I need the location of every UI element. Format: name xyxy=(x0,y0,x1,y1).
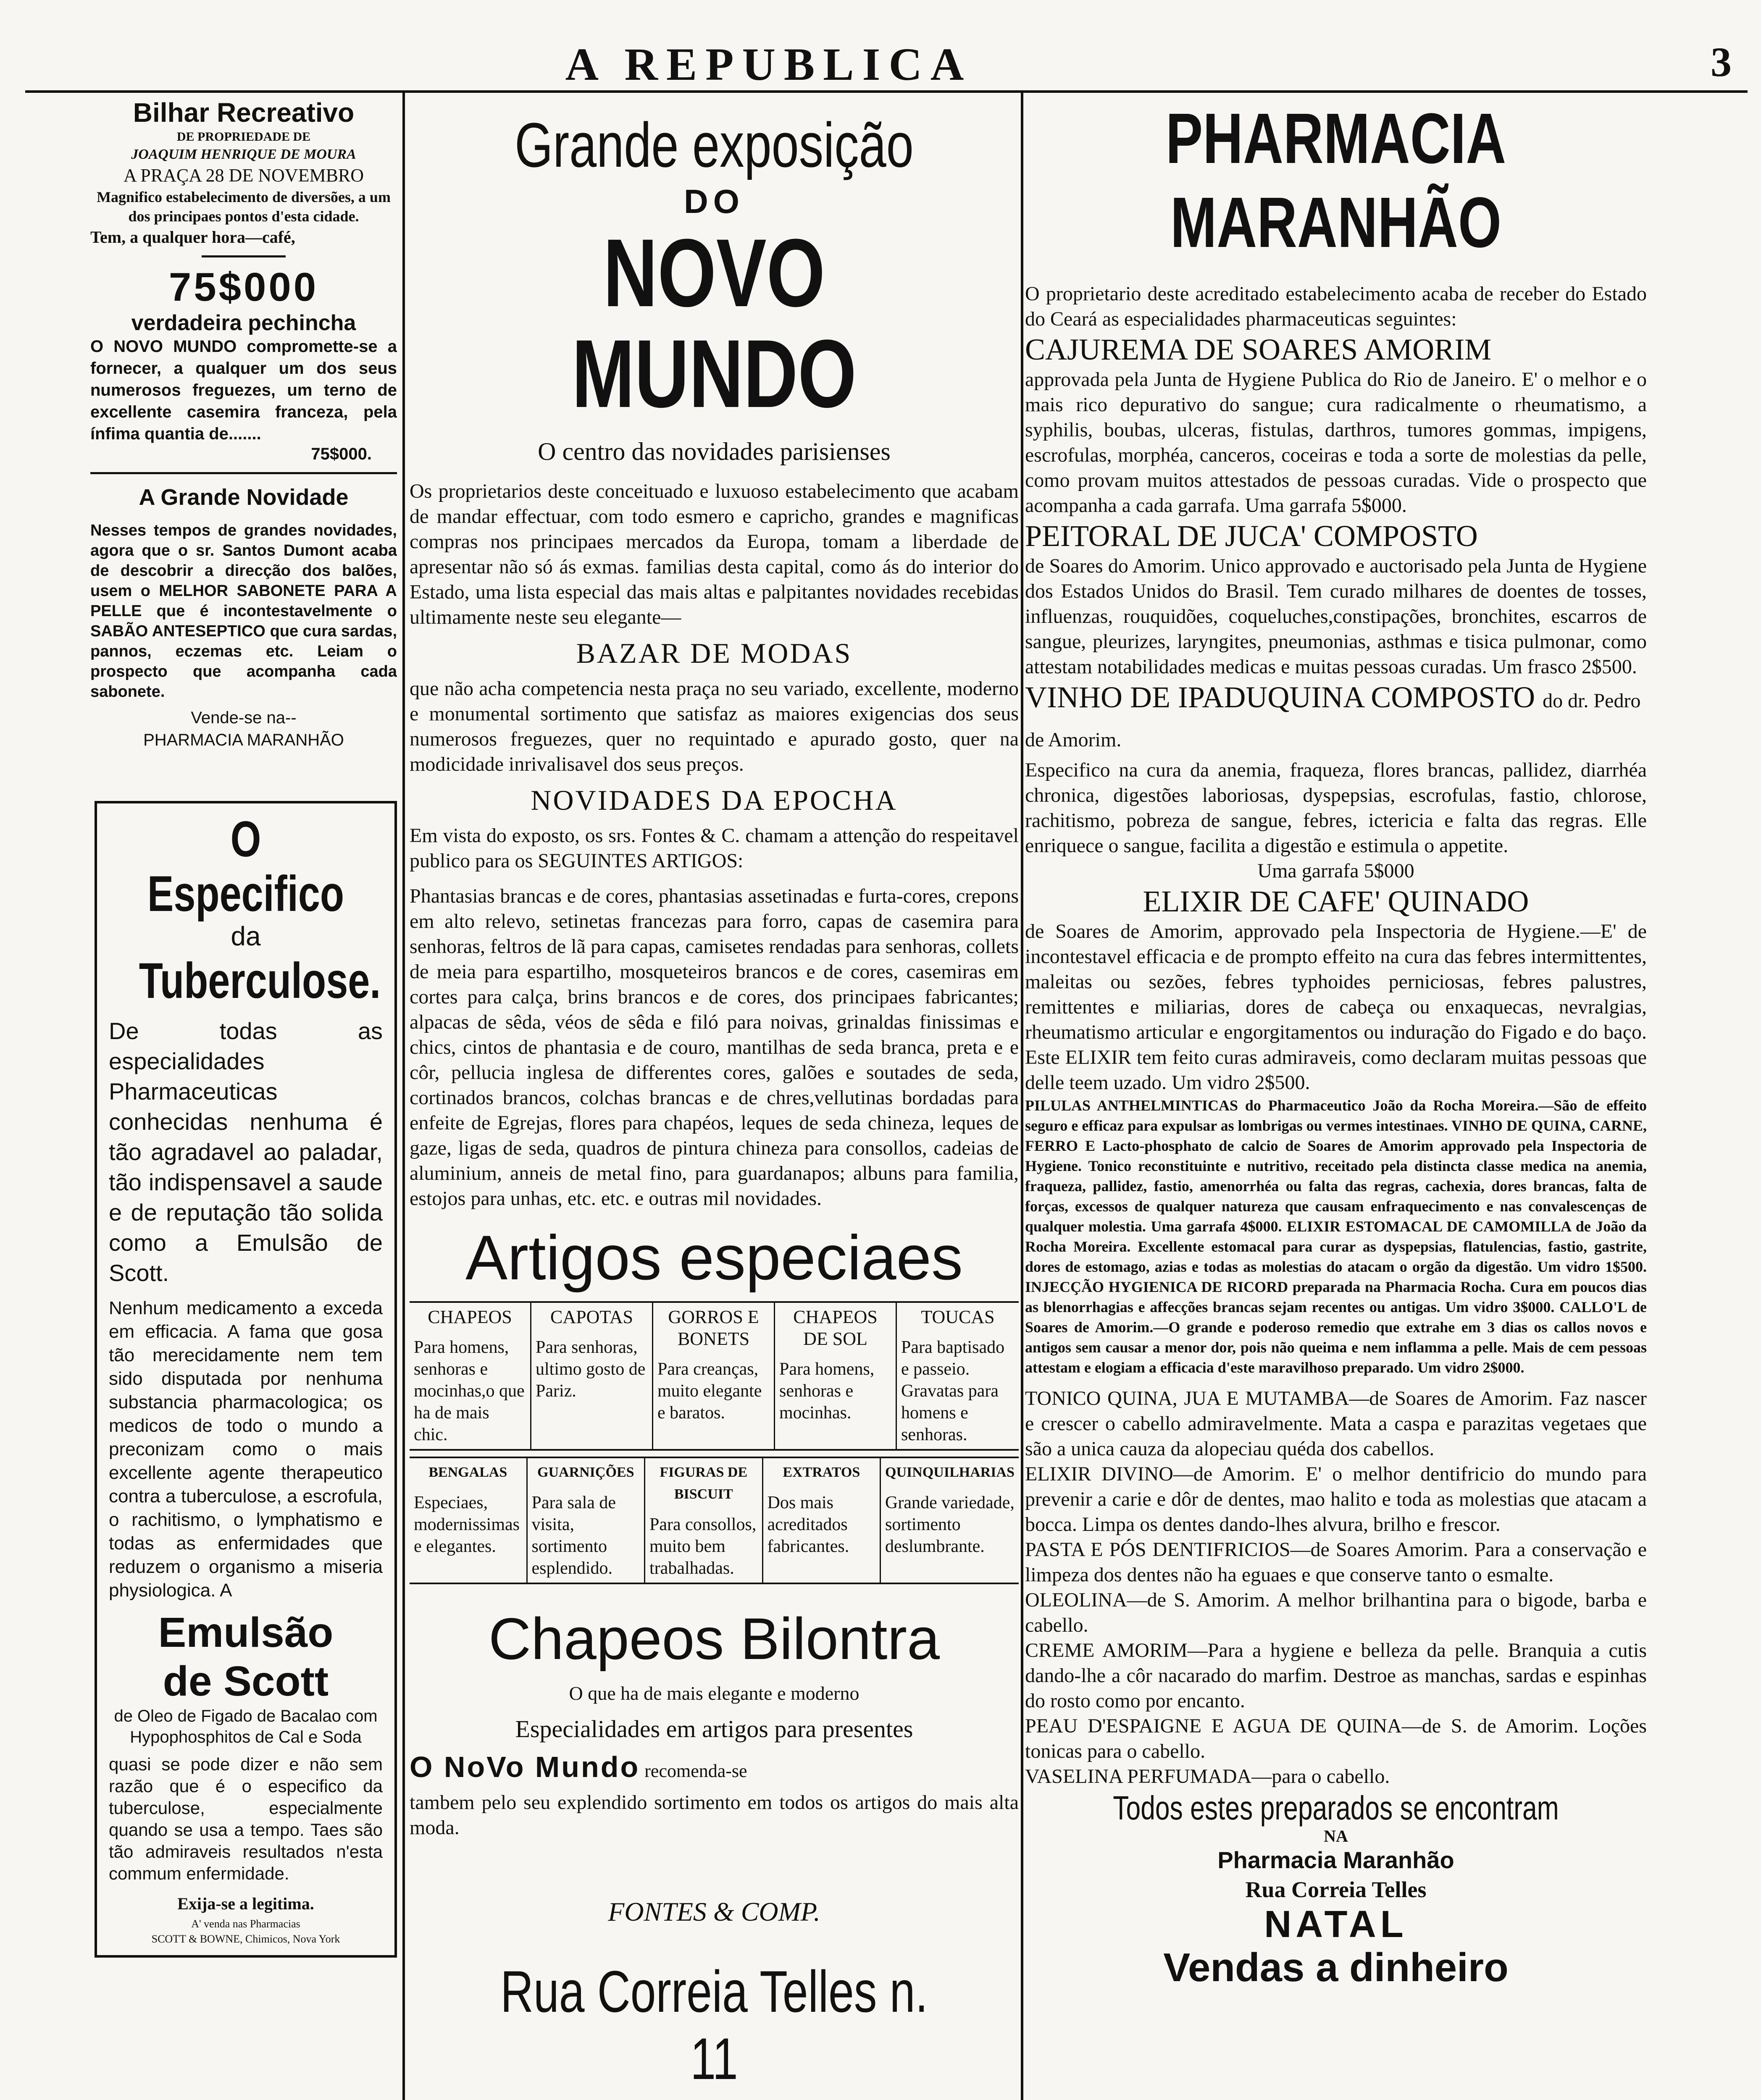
cell-text: Grande variedade, sortimento deslumbrante. xyxy=(885,1493,1015,1556)
novo-mundo-title: NOVO MUNDO xyxy=(572,219,857,428)
novidade-pharmacy: PHARMACIA MARANHÃO xyxy=(143,731,344,749)
table-cell xyxy=(528,1458,646,1583)
cell-text: Para creanças, muito elegante e baratos. xyxy=(657,1360,762,1423)
column-center xyxy=(410,97,1019,2092)
cell-text: Para sala de visita, sortimento esplendido. xyxy=(531,1493,616,1578)
cajurema-heading: CAJUREMA DE SOARES AMORIM xyxy=(1025,333,1492,366)
closing-natal: NATAL xyxy=(1264,1903,1408,1945)
table-cell xyxy=(897,1303,1019,1449)
oleolina-text: OLEOLINA—de S. Amorim. A melhor brilhantina para o bigode, barba e cabello. xyxy=(1025,1589,1647,1636)
cell-heading: CAPOTAS xyxy=(550,1307,633,1327)
column-rule xyxy=(402,92,405,2100)
divider xyxy=(90,472,397,474)
bazar-heading: BAZAR DE MODAS xyxy=(576,637,852,669)
especifico-body3: quasi se pode dizer e não sem razão que é o especifico da tuberculose, especialmente quando se usa a tempo. Taes são tão admiraveis resultados n'esta commum enfermidade. xyxy=(109,1754,383,1883)
cell-text: Para homens, senhoras e mocinhas. xyxy=(779,1360,875,1423)
vaselina-text: VASELINA PERFUMADA—para o cabello. xyxy=(1025,1765,1390,1788)
cajurema-text: approvada pela Junta de Hygiene Publica do Rio de Janeiro. E' o melhor e o mais rico depurativo do sangue; cura radicalmente o rheumatismo, a syphilis, boubas, ulceras, fistulas, darthros, tumores gommas, impigens, escrofulas, morphéa, canceros, coceiras e toda a sorte de molestias da pelle, como provam muitos attestados de pessoas curadas. Vide o prospecto que acompanha a cada garrafa. Uma garrafa 5$000. xyxy=(1025,368,1647,517)
cell-heading: FIGURAS DE BISCUIT xyxy=(660,1465,748,1502)
recomenda-se: recomenda-se xyxy=(644,1761,747,1781)
signature: FONTES & COMP. xyxy=(608,1897,820,1927)
table-cell xyxy=(653,1303,775,1449)
cell-heading: CHAPEOS xyxy=(428,1307,512,1327)
novidade-vende: Vende-se na-- xyxy=(191,709,297,727)
bilhar-body: Magnifico estabelecimento de diversões, a um dos principaes pontos d'esta cidade. xyxy=(97,189,391,225)
table-cell xyxy=(763,1458,881,1583)
exposicao-do: DO xyxy=(684,183,744,220)
maker: SCOTT & BOWNE, Chimicos, Nova York xyxy=(151,1933,340,1945)
vinho-price: Uma garrafa 5$000 xyxy=(1257,860,1414,882)
artigos-table-1 xyxy=(410,1301,1019,1451)
emulsao-title: Emulsão xyxy=(158,1609,334,1656)
artigos-table-2 xyxy=(410,1457,1019,1584)
creme-text: CREME AMORIM—Para a hygiene e belleza da pelle. Branquia a cutis dando-lhe a côr nacarado do marfim. Destroe as manchas, sardas e espinhas do rosto como por encanto. xyxy=(1025,1639,1647,1712)
cell-heading: GUARNIÇÕES xyxy=(537,1465,634,1480)
vinho-title: VINHO DE IPADUQUINA COMPOSTO xyxy=(1025,680,1535,714)
column-right xyxy=(1025,97,1647,1991)
bilontra-line2: Especialidades em artigos para presentes xyxy=(515,1715,913,1743)
emulsao-subtitle: de Oleo de Figado de Bacalao com Hypophosphitos de Cal e Soda xyxy=(114,1707,378,1746)
elixir-divino-text: ELIXIR DIVINO—de Amorim. E' o melhor dentifricio do mundo para prevenir a carie e dôr de dentes, mao halito e toda as molestias que atacam a bocca. Limpa os dentes dando-lhes alvura, brilho e frescor. xyxy=(1025,1463,1647,1536)
pechincha-body: O NOVO MUNDO compromette-se a fornecer, a qualquer um dos seus numerosos freguezes, um terno de excellente casemira franceza, pela ínfima quantia de....... xyxy=(90,337,397,443)
novidades-heading: NOVIDADES DA EPOCHA xyxy=(531,784,898,816)
novo-mundo-logo: O NoVo Mundo xyxy=(410,1751,640,1783)
masthead xyxy=(0,0,1761,90)
cell-heading: CHAPEOS DE SOL xyxy=(793,1307,878,1349)
table-cell xyxy=(881,1458,1019,1583)
vinho-heading xyxy=(1025,680,1647,758)
cell-text: Para homens, senhoras e mocinhas,o que ha de mais chic. xyxy=(414,1338,525,1444)
novidades-list: Phantasias brancas e de cores, phantasias assetinadas e furta-cores, crepons em alto relevo, setinetas francezas para forro, capas de casemira para senhoras, feltros de lã para capas, camisetes rendadas para senhoras, collets de meia para espartilho, mosqueteiros brancos e de cores, casemiras em cortes para calça, brins brancos e de cores, dos principaes fabricantes; alpacas de sêda, véos de sêda e filó para noivas, grinaldas finissimas e chics, cintos de phantasia e de couro, mantilhas de seda branca, preta e e côr, pellucia inglesa de differentes cores, galões e soutades de seda, cortinados brancos, colchas brancas e de chres,vellutinas bordadas para enfeite de Egrejas, flores para chapéos, leques de seda chineza, leques de gaze, ligas de seda, quadros de pintura chineza para consollos, cadeias de aluminium, anneis de metal fino, para guardanapos; albuns para familia, estojos para unhas, etc. etc. e outras mil novidades. xyxy=(410,885,1019,1210)
exija-legitima: Exija-se a legitima. xyxy=(177,1894,314,1913)
cell-text: Para consollos, muito bem trabalhadas. xyxy=(649,1515,757,1578)
address: Rua Correia Telles n. 11 xyxy=(500,1958,928,2092)
cell-heading: GORROS E BONETS xyxy=(668,1307,759,1349)
closing-line1: Todos estes preparados se encontram xyxy=(1113,1789,1559,1827)
cell-heading: BENGALAS xyxy=(428,1465,507,1480)
bilontra-line4: tambem pelo seu explendido sortimento em todos os artigos do mais alta moda. xyxy=(410,1791,1019,1839)
especifico-title: O Especifico xyxy=(147,811,344,922)
closing-vendas: Vendas a dinheiro xyxy=(1163,1945,1509,1990)
bilontra-line3 xyxy=(410,1748,1019,1790)
emulsao-title2: de Scott xyxy=(163,1658,329,1705)
especifico-body1: De todas as especialidades Pharmaceuticas conhecidas nenhuma é tão agradavel ao paladar, tão indispensavel a saude e de reputação tão solida como a Emulsão de Scott. xyxy=(109,1018,383,1286)
column-rule xyxy=(1021,92,1023,2100)
novidades-intro: Em vista do exposto, os srs. Fontes & C. chamam a attenção do respeitavel publico para os SEGUINTES ARTIGOS: xyxy=(410,824,1019,872)
table-cell xyxy=(775,1303,897,1449)
cell-text: Dos mais acreditados fabricantes. xyxy=(767,1493,849,1556)
vinho-text: Especifico na cura da anemia, fraqueza, flores brancas, pallidez, diarrhéa chronica, digestões laboriosas, dyspepsias, escrofulas, fastio, chlorose, rachitismo, pobreza de sangue, febres, ictericia e falta das regras. Elle enriquece o sangue, facilita a digestão e estimula o appetite. xyxy=(1025,759,1647,857)
closing-rua: Rua Correia Telles xyxy=(1245,1877,1427,1902)
vinho-author: do dr. Pedro de Amorim. xyxy=(1025,690,1641,751)
subtitle: O centro das novidades parisienses xyxy=(538,438,891,465)
emulsao-ad xyxy=(95,801,397,1958)
price-big: 75$000 xyxy=(168,265,319,310)
closing-na: NA xyxy=(1324,1827,1348,1845)
pasta-text: PASTA E PÓS DENTIFRICIOS—de Soares Amorim. Para a conservação e limpeza dos dentes não ha eguaes e que conserve tanto o esmalte. xyxy=(1025,1538,1647,1586)
elixir-heading: ELIXIR DE CAFE' QUINADO xyxy=(1143,885,1529,918)
closing-pharmacia: Pharmacia Maranhão xyxy=(1217,1847,1454,1873)
table-cell xyxy=(531,1303,653,1449)
table-cell xyxy=(410,1303,531,1449)
vendas-pharmacias: A' venda nas Pharmacias xyxy=(191,1918,300,1930)
bilhar-owner: JOAQUIM HENRIQUE DE MOURA xyxy=(131,147,356,162)
cell-heading: QUINQUILHARIAS xyxy=(885,1465,1015,1480)
divider xyxy=(202,255,286,257)
artigos-heading: Artigos especiaes xyxy=(465,1222,963,1293)
peitoral-heading: PEITORAL DE JUCA' COMPOSTO xyxy=(1025,519,1478,553)
newspaper-title: A REPUBLICA xyxy=(565,39,972,90)
pharmacia-title: PHARMACIA MARANHÃO xyxy=(1165,99,1506,262)
bilhar-title: Bilhar Recreativo xyxy=(133,97,355,128)
cell-text: Para senhoras, ultimo gosto de Pariz. xyxy=(536,1338,646,1401)
tuberculose-title: Tuberculose. xyxy=(139,953,381,1009)
peitoral-text: de Soares do Amorim. Unico approvado e auctorisado pela Junta de Hygiene dos Estados Unidos do Brasil. Tem curado milhares de doentes de tosses, influenzas, rouquidões, coqueluches,constipações, bronchites, escarros de sangue, pleurizes, laryngites, pneumonias, asthmas e tisica pulmonar, como attestam notabilidades medicas e muitas pessoas curadas. Um frasco 2$500. xyxy=(1025,555,1647,678)
tonico-text: TONICO QUINA, JUA E MUTAMBA—de Soares de Amorim. Faz nascer e crescer o cabello admiravelmente. Mata a caspa e parazitas vegetaes que são a unica cauza da alopeciau quéda dos cabellos. xyxy=(1025,1387,1647,1460)
bilhar-prop: DE PROPRIEDADE DE xyxy=(176,130,311,144)
elixir-text: de Soares de Amorim, approvado pela Inspectoria de Hygiene.—E' de incontestavel efficacia e de prompto effeito na cura das febres intermittentes, maleitas ou sezões, febres typhoides perniciosas, febres palustres, remittentes e miliarias, dores de cabeça ou enxaquecas, nevralgias, rheumatismo articular e engorgitamentos ou induração do Figado e do baço. Este ELIXIR tem feito curas admiraveis, como declaram muitas pessoas que delle teem uzado. Um vidro 2$500. xyxy=(1025,920,1647,1094)
especifico-body2: Nenhum medicamento a exceda em efficacia. A fama que gosa tão merecidamente nem tem sido disputada por nenhuma substancia pharmacologica; os medicos de todo o mundo a preconizam como o mais excellente agente therapeutico contra a tuberculose, a escrofula, o rachitismo, o lymphatismo e todas as enfermidades que reduzem o organismo a miseria physiologica. A xyxy=(109,1298,383,1601)
page-number: 3 xyxy=(1711,39,1732,85)
column-left xyxy=(90,97,397,1958)
cell-heading: EXTRATOS xyxy=(783,1465,860,1480)
table-cell xyxy=(645,1458,763,1583)
cell-heading: TOUCAS xyxy=(921,1307,995,1327)
especifico-da: da xyxy=(231,921,261,951)
bilontra-line1: O que ha de mais elegante e moderno xyxy=(569,1683,859,1704)
intro-text: Os proprietarios deste conceituado e luxuoso estabelecimento que acabam de mandar effectuar, com todo esmero e capricho, grandes e magnificas compras nos principaes mercados da Europa, tomam a liberdade de apresentar não só ás exmas. familias desta capital, como ás do interior do Estado, uma lista especial das mais altas e palpitantes novidades recebidas ultimamente neste seu elegante— xyxy=(410,480,1019,628)
bilontra-heading: Chapeos Bilontra xyxy=(489,1606,940,1672)
bilhar-address: A PRAÇA 28 DE NOVEMBRO xyxy=(123,165,364,186)
peau-text: PEAU D'ESPAIGNE E AGUA DE QUINA—de S. de Amorim. Loções tonicas para o cabello. xyxy=(1025,1715,1647,1762)
pechincha-title: verdadeira pechincha xyxy=(131,311,356,335)
novidade-body: Nesses tempos de grandes novidades, agora que o sr. Santos Dumont acaba de descobrir a direcção dos balões, usem o MELHOR SABONETE PARA A PELLE que é incontestavelmente o SABÃO ANTESEPTICO que cura sardas, pannos, eczemas etc. Leiam o prospecto que acompanha cada sabonete. xyxy=(90,522,397,701)
pharmacia-intro: O proprietario deste acreditado estabelecimento acaba de receber do Estado do Ceará as especialidades pharmaceuticas seguintes: xyxy=(1025,283,1647,330)
top-rule xyxy=(25,90,1748,93)
remedies-list: PILULAS ANTHELMINTICAS do Pharmaceutico João da Rocha Moreira.—São de effeito seguro e efficaz para expulsar as lombrigas ou vermes intestinaes. VINHO DE QUINA, CARNE, FERRO E Lacto-phosphato de calcio de Soares de Amorim approvado pela Inspectoria de Hygiene. Tonico reconstituinte e nutritivo, receitado pela distincta classe medica na anemia, fraqueza, pallidez, fastio, amenorrhéa ou falta das regras, cachexia, dores brancas, falta de forças, excessos de qualquer natureza que causam enfraquecimento e nas convalescenças de qualquer molestia. Uma garrafa 4$000. ELIXIR ESTOMACAL DE CAMOMILLA de João da Rocha Moreira. Excellente estomacal para curar as dyspepsias, flatulencias, fastio, gastrite, dores de estomago, azias e todas as molestias do atacam o orgão da digestão. Um vidro 1$500. INJECÇÃO HYGIENICA DE RICORD preparada na Pharmacia Rocha. Cura em poucos dias as blenorrhagias e affecções brancas sejam recentes ou antigas. Um vidro 3$000. CALLO'L de Soares de Amorim.—O grande e poderoso remedio que extrahe em 3 dias os callos novos e antigos sem causar a menor dor, pois não queima e nem inflamma a pelle. Mais de cem pessoas attestam e elogiam a efficacia d'este maravilhoso preparado. Um vidro 2$000. xyxy=(1025,1097,1647,1376)
table-cell xyxy=(410,1458,528,1583)
novidade-title: A Grande Novidade xyxy=(139,485,349,510)
pechincha-price: 75$000. xyxy=(311,445,372,463)
exposicao-header: Grande exposição xyxy=(515,110,914,180)
cell-text: Especiaes, modernissimas e elegantes. xyxy=(414,1493,520,1556)
bazar-text: que não acha competencia nesta praça no seu variado, excellente, moderno e monumental sortimento que satisfaz as maiores exigencias dos seus numerosos freguezes, quer no requintado e apurado gosto, quer na modicidade inrivalisavel dos seus preços. xyxy=(410,677,1019,775)
bilhar-hours: Tem, a qualquer hora—café, xyxy=(90,228,295,247)
cell-text: Para baptisado e passeio. Gravatas para homens e senhoras. xyxy=(901,1338,1005,1444)
